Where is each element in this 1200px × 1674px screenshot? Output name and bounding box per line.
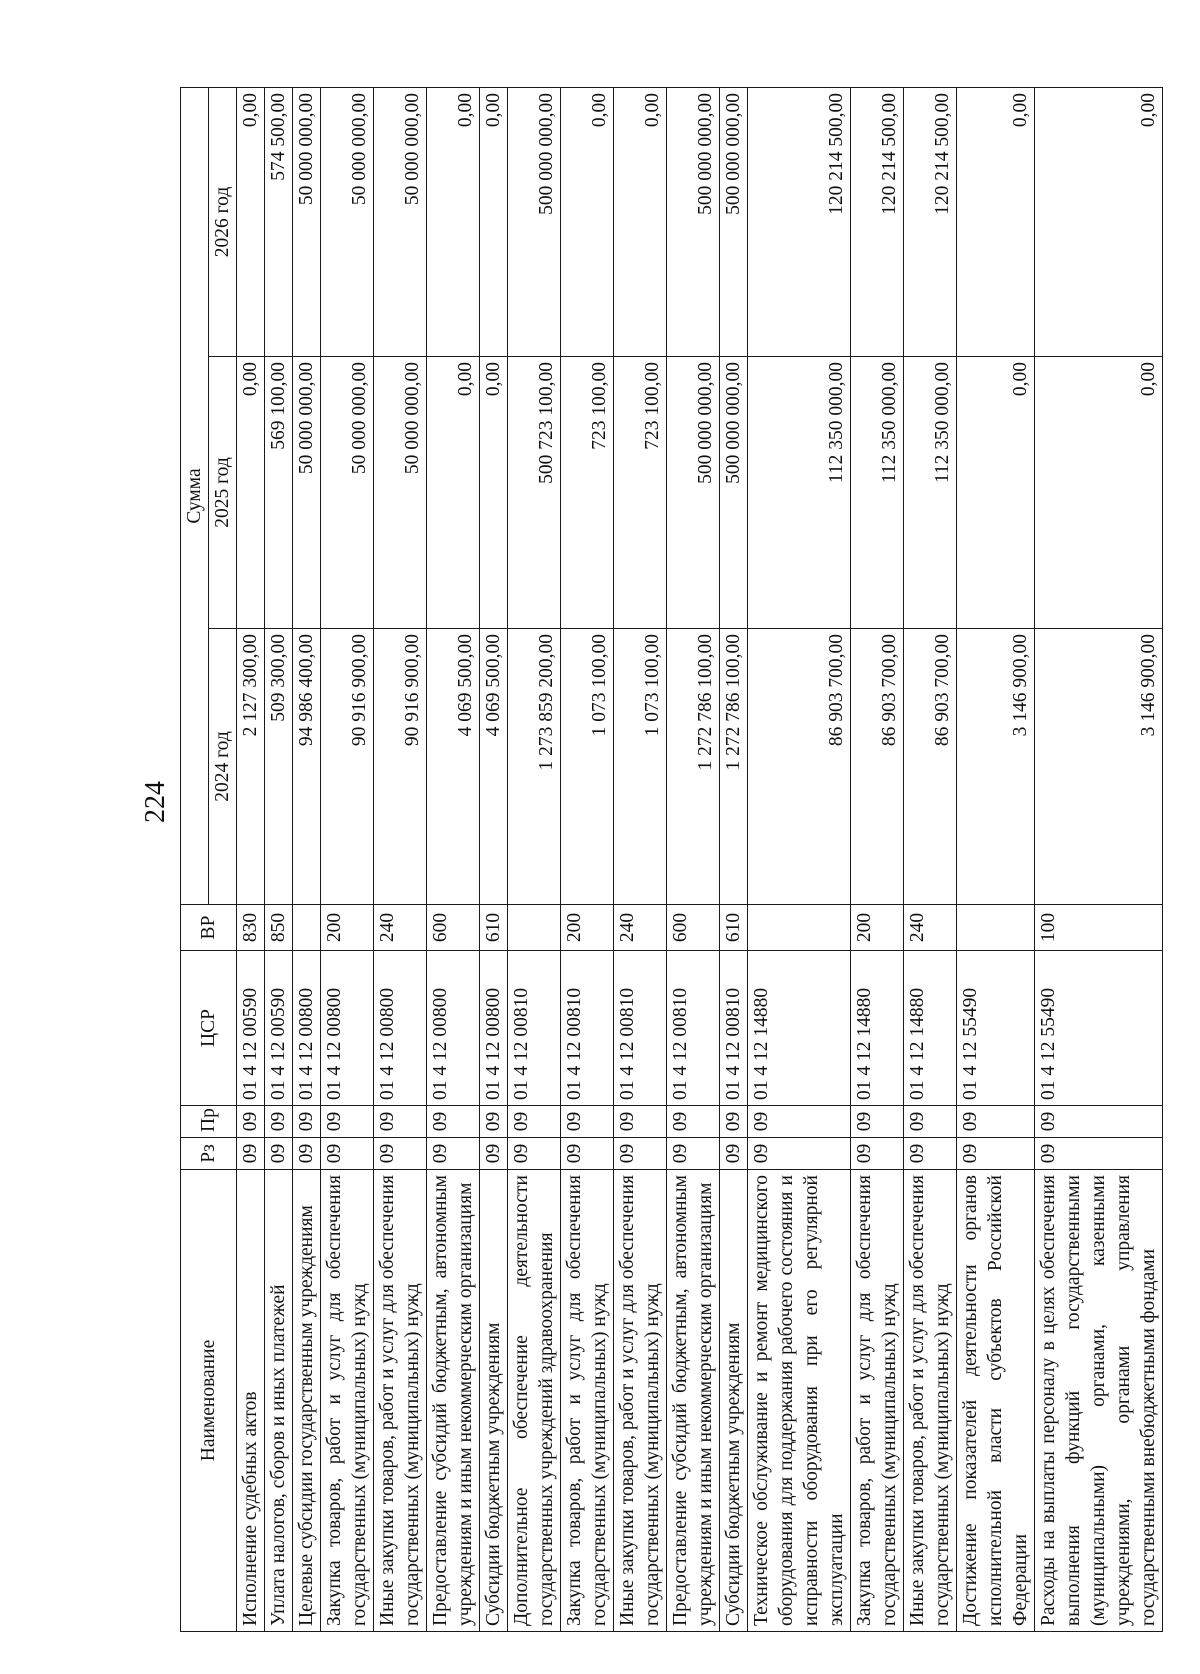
table-row [427, 87, 480, 1631]
row-csr: 01 4 12 14880 [748, 951, 851, 1106]
row-name: Иные закупки товаров, работ и услуг для обеспечения государственных (муниципальных) нужд [904, 1170, 957, 1632]
row-name: Субсидии бюджетным учреждениям [480, 1170, 508, 1632]
row-amount-2026: 0,00 [237, 87, 265, 356]
row-amount-2025: 50 000 000,00 [293, 357, 321, 629]
row-amount-2026: 500 000 000,00 [720, 87, 748, 356]
row-rz: 09 [851, 1138, 904, 1170]
row-vr [957, 905, 1035, 951]
row-amount-2025: 0,00 [480, 357, 508, 629]
row-vr: 100 [1035, 905, 1163, 951]
row-name: Расходы на выплаты персоналу в целях обеспечения выполнения функций государственными (муниципальными) органами, казенными учреждениями, органами управления государственными внебюджетными фондами [1035, 1170, 1163, 1632]
row-name: Закупка товаров, работ и услуг для обеспечения государственных (муниципальных) нужд [851, 1170, 904, 1632]
row-amount-2024: 86 903 700,00 [904, 629, 957, 905]
row-amount-2026: 574 500,00 [265, 87, 293, 356]
row-name: Целевые субсидии государственным учреждениям [293, 1170, 321, 1632]
row-rz: 09 [427, 1138, 480, 1170]
row-name: Иные закупки товаров, работ и услуг для обеспечения государственных (муниципальных) нужд [374, 1170, 427, 1632]
row-amount-2026: 0,00 [427, 87, 480, 356]
row-csr: 01 4 12 00800 [480, 951, 508, 1106]
row-amount-2025: 569 100,00 [265, 357, 293, 629]
row-amount-2024: 3 146 900,00 [1035, 629, 1163, 905]
row-amount-2024: 1 272 786 100,00 [720, 629, 748, 905]
row-rz: 09 [614, 1138, 667, 1170]
row-rz: 09 [508, 1138, 561, 1170]
row-amount-2025: 112 350 000,00 [904, 357, 957, 629]
header-vr: ВР [181, 905, 237, 951]
table-row [667, 87, 720, 1631]
row-csr: 01 4 12 00810 [667, 951, 720, 1106]
row-vr [508, 905, 561, 951]
row-amount-2026: 50 000 000,00 [374, 87, 427, 356]
header-rz: Рз [181, 1138, 237, 1170]
row-pr: 09 [321, 1106, 374, 1138]
row-pr: 09 [508, 1106, 561, 1138]
row-amount-2025: 112 350 000,00 [748, 357, 851, 629]
table-row [1035, 87, 1163, 1631]
row-rz: 09 [957, 1138, 1035, 1170]
table-row [508, 87, 561, 1631]
row-amount-2024: 86 903 700,00 [851, 629, 904, 905]
row-csr: 01 4 12 00590 [237, 951, 265, 1106]
page-number: 224 [140, 781, 171, 823]
row-vr: 200 [561, 905, 614, 951]
row-amount-2026: 0,00 [614, 87, 667, 356]
row-csr: 01 4 12 00810 [614, 951, 667, 1106]
row-amount-2024: 94 986 400,00 [293, 629, 321, 905]
row-pr: 09 [1035, 1106, 1163, 1138]
row-amount-2025: 723 100,00 [614, 357, 667, 629]
row-name: Субсидии бюджетным учреждениям [720, 1170, 748, 1632]
row-pr: 09 [561, 1106, 614, 1138]
row-vr: 600 [427, 905, 480, 951]
row-amount-2025: 112 350 000,00 [851, 357, 904, 629]
row-name: Иные закупки товаров, работ и услуг для обеспечения государственных (муниципальных) нужд [614, 1170, 667, 1632]
row-amount-2024: 4 069 500,00 [427, 629, 480, 905]
row-amount-2026: 0,00 [561, 87, 614, 356]
row-amount-2024: 2 127 300,00 [237, 629, 265, 905]
row-rz: 09 [1035, 1138, 1163, 1170]
row-rz: 09 [374, 1138, 427, 1170]
row-pr: 09 [480, 1106, 508, 1138]
row-amount-2025: 50 000 000,00 [374, 357, 427, 629]
row-rz: 09 [748, 1138, 851, 1170]
row-amount-2024: 509 300,00 [265, 629, 293, 905]
row-rz: 09 [321, 1138, 374, 1170]
row-name: Предоставление субсидий бюджетным, автономным учреждениям и иным некоммерческим организациям [427, 1170, 480, 1632]
row-rz: 09 [720, 1138, 748, 1170]
table-row [321, 87, 374, 1631]
row-pr: 09 [237, 1106, 265, 1138]
table-row [904, 87, 957, 1631]
row-vr: 610 [720, 905, 748, 951]
row-pr: 09 [851, 1106, 904, 1138]
row-name: Техническое обслуживание и ремонт медицинского оборудования для поддержания рабочего состояния и исправности оборудования при его регулярной эксплуатации [748, 1170, 851, 1632]
row-vr [293, 905, 321, 951]
row-csr: 01 4 12 00800 [427, 951, 480, 1106]
row-name: Уплата налогов, сборов и иных платежей [265, 1170, 293, 1632]
row-pr: 09 [293, 1106, 321, 1138]
row-amount-2024: 90 916 900,00 [374, 629, 427, 905]
table-row [480, 87, 508, 1631]
row-amount-2025: 500 723 100,00 [508, 357, 561, 629]
row-vr: 240 [614, 905, 667, 951]
row-name: Закупка товаров, работ и услуг для обеспечения государственных (муниципальных) нужд [321, 1170, 374, 1632]
row-name: Достижение показателей деятельности органов исполнительной власти субъектов Российской Федерации [957, 1170, 1035, 1632]
row-name: Закупка товаров, работ и услуг для обеспечения государственных (муниципальных) нужд [561, 1170, 614, 1632]
row-name: Предоставление субсидий бюджетным, автономным учреждениям и иным некоммерческим организациям [667, 1170, 720, 1632]
row-pr: 09 [427, 1106, 480, 1138]
table-row [748, 87, 851, 1631]
row-pr: 09 [667, 1106, 720, 1138]
row-pr: 09 [720, 1106, 748, 1138]
table-header [181, 87, 237, 1631]
row-csr: 01 4 12 00810 [508, 951, 561, 1106]
row-rz: 09 [237, 1138, 265, 1170]
row-amount-2024: 1 273 859 200,00 [508, 629, 561, 905]
row-pr: 09 [614, 1106, 667, 1138]
row-pr: 09 [957, 1106, 1035, 1138]
row-amount-2026: 50 000 000,00 [321, 87, 374, 356]
row-vr: 240 [904, 905, 957, 951]
row-csr: 01 4 12 00810 [561, 951, 614, 1106]
row-csr: 01 4 12 14880 [904, 951, 957, 1106]
table-row [237, 87, 265, 1631]
row-rz: 09 [667, 1138, 720, 1170]
row-rz: 09 [293, 1138, 321, 1170]
row-amount-2024: 86 903 700,00 [748, 629, 851, 905]
rotated-table-container [180, 88, 1159, 1632]
row-amount-2025: 723 100,00 [561, 357, 614, 629]
row-csr: 01 4 12 55490 [957, 951, 1035, 1106]
table-row [265, 87, 293, 1631]
row-vr [748, 905, 851, 951]
row-rz: 09 [265, 1138, 293, 1170]
row-amount-2024: 1 073 100,00 [614, 629, 667, 905]
row-amount-2026: 500 000 000,00 [667, 87, 720, 356]
row-csr: 01 4 12 55490 [1035, 951, 1163, 1106]
row-csr: 01 4 12 00800 [293, 951, 321, 1106]
header-pr: Пр [181, 1106, 237, 1138]
row-vr: 600 [667, 905, 720, 951]
row-csr: 01 4 12 00590 [265, 951, 293, 1106]
row-amount-2025: 0,00 [237, 357, 265, 629]
row-name: Дополнительное обеспечение деятельности государственных учреждений здравоохранения [508, 1170, 561, 1632]
row-amount-2024: 1 073 100,00 [561, 629, 614, 905]
row-rz: 09 [480, 1138, 508, 1170]
row-vr: 610 [480, 905, 508, 951]
row-pr: 09 [374, 1106, 427, 1138]
row-amount-2024: 3 146 900,00 [957, 629, 1035, 905]
row-amount-2026: 0,00 [480, 87, 508, 356]
row-csr: 01 4 12 00810 [720, 951, 748, 1106]
row-csr: 01 4 12 14880 [851, 951, 904, 1106]
row-amount-2026: 0,00 [1035, 87, 1163, 356]
row-vr: 200 [321, 905, 374, 951]
table-row [851, 87, 904, 1631]
row-amount-2025: 500 000 000,00 [667, 357, 720, 629]
row-amount-2025: 0,00 [1035, 357, 1163, 629]
row-vr: 240 [374, 905, 427, 951]
row-amount-2024: 90 916 900,00 [321, 629, 374, 905]
row-amount-2026: 120 214 500,00 [904, 87, 957, 356]
table-row [614, 87, 667, 1631]
row-name: Исполнение судебных актов [237, 1170, 265, 1632]
header-name: Наименование [181, 1170, 237, 1632]
row-pr: 09 [748, 1106, 851, 1138]
table-row [957, 87, 1035, 1631]
header-sum-group: Сумма [181, 87, 209, 904]
row-amount-2026: 120 214 500,00 [851, 87, 904, 356]
row-rz: 09 [561, 1138, 614, 1170]
row-amount-2025: 0,00 [957, 357, 1035, 629]
table-row [720, 87, 748, 1631]
table-body [237, 87, 1163, 1631]
budget-table [180, 87, 1163, 1632]
row-vr: 830 [237, 905, 265, 951]
row-amount-2024: 1 272 786 100,00 [667, 629, 720, 905]
row-amount-2026: 0,00 [957, 87, 1035, 356]
row-csr: 01 4 12 00800 [374, 951, 427, 1106]
header-2025: 2025 год [209, 357, 237, 629]
row-amount-2025: 0,00 [427, 357, 480, 629]
row-amount-2026: 120 214 500,00 [748, 87, 851, 356]
row-vr: 200 [851, 905, 904, 951]
table-row [374, 87, 427, 1631]
row-amount-2025: 50 000 000,00 [321, 357, 374, 629]
row-amount-2026: 50 000 000,00 [293, 87, 321, 356]
table-row [561, 87, 614, 1631]
header-2026: 2026 год [209, 87, 237, 356]
row-pr: 09 [265, 1106, 293, 1138]
row-amount-2026: 500 000 000,00 [508, 87, 561, 356]
row-amount-2024: 4 069 500,00 [480, 629, 508, 905]
header-2024: 2024 год [209, 629, 237, 905]
row-pr: 09 [904, 1106, 957, 1138]
row-amount-2025: 500 000 000,00 [720, 357, 748, 629]
table-row [293, 87, 321, 1631]
row-vr: 850 [265, 905, 293, 951]
header-csr: ЦСР [181, 951, 237, 1106]
row-rz: 09 [904, 1138, 957, 1170]
row-csr: 01 4 12 00800 [321, 951, 374, 1106]
